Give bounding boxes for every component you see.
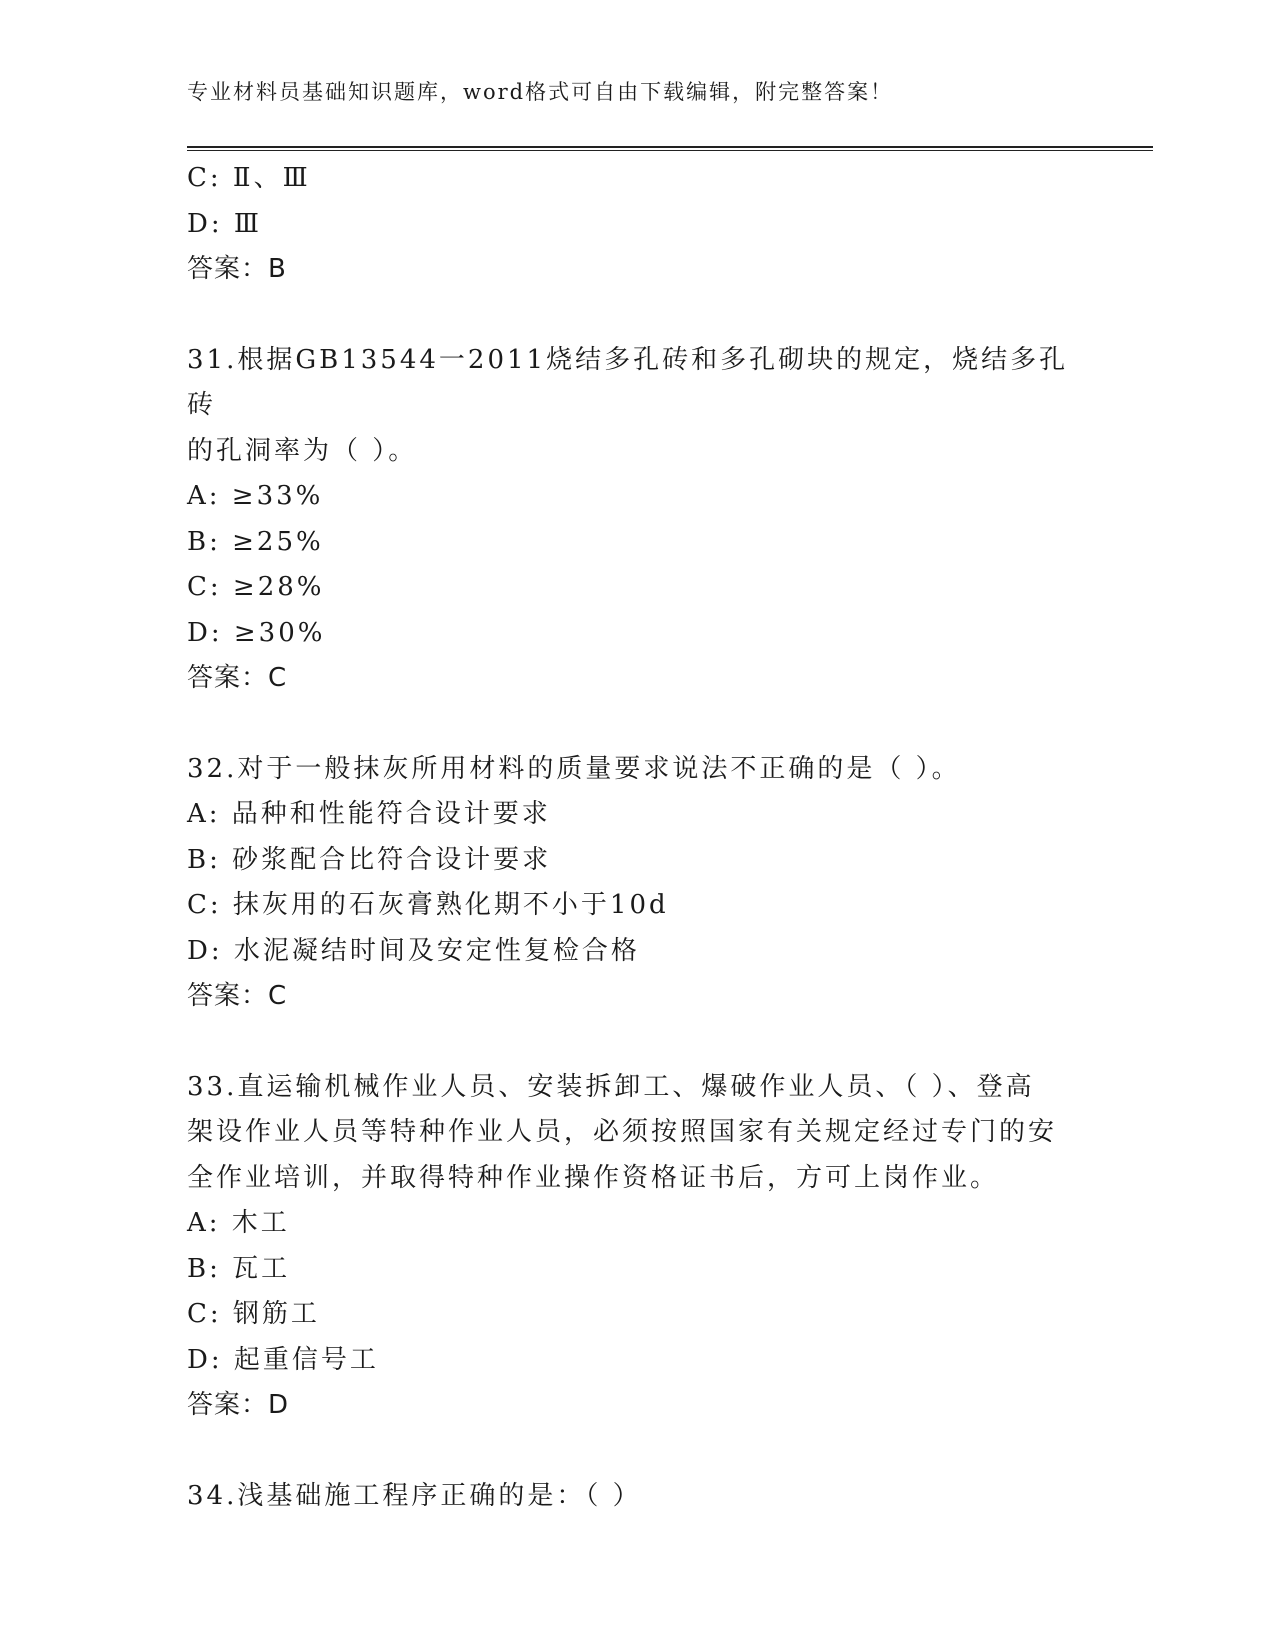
question-31 bbox=[187, 338, 1087, 702]
answer-line: 答案：C bbox=[187, 981, 288, 1011]
option-line: C: ≥28% bbox=[187, 572, 325, 602]
question-32 bbox=[187, 747, 1087, 1020]
question-stem-line: 的孔洞率为（ ）。 bbox=[187, 435, 418, 466]
question-stem-line: 32.对于一般抹灰所用材料的质量要求说法不正确的是（ ）。 bbox=[187, 753, 961, 784]
option-line: D: ≥30% bbox=[187, 617, 326, 648]
question-stem-line: 31.根据GB13544一2011烧结多孔砖和多孔砌块的规定，烧结多孔砖 bbox=[187, 344, 1069, 420]
answer-line: 答案：B bbox=[187, 254, 287, 284]
question-33 bbox=[187, 1065, 1087, 1429]
header-divider bbox=[187, 146, 1153, 151]
question-stem-line: 33.直运输机械作业人员、安装拆卸工、爆破作业人员、（ ）、登高 bbox=[187, 1071, 1035, 1102]
question-34 bbox=[187, 1474, 1087, 1520]
option-line: B: 砂浆配合比符合设计要求 bbox=[187, 844, 552, 875]
option-line: C: Ⅱ、Ⅲ bbox=[187, 163, 311, 193]
option-line: C: 抹灰用的石灰膏熟化期不小于10d bbox=[187, 890, 669, 920]
option-line: B: 瓦工 bbox=[187, 1253, 291, 1284]
question-stem-line: 34.浅基础施工程序正确的是：（ ） bbox=[187, 1480, 642, 1511]
option-line: C: 钢筋工 bbox=[187, 1299, 320, 1329]
option-line: D: 水泥凝结时间及安定性复检合格 bbox=[187, 935, 640, 966]
answer-line: 答案：C bbox=[187, 663, 288, 693]
option-line: D: 起重信号工 bbox=[187, 1344, 379, 1375]
question-stem-line: 架设作业人员等特种作业人员，必须按照国家有关规定经过专门的安 bbox=[187, 1117, 1058, 1147]
option-line: B: ≥25% bbox=[187, 526, 324, 557]
question-stem-line: 全作业培训，并取得特种作业操作资格证书后，方可上岗作业。 bbox=[187, 1162, 1000, 1193]
page-header: 专业材料员基础知识题库，word格式可自由下载编辑，附完整答案！ bbox=[187, 80, 894, 104]
option-line: A: 品种和性能符合设计要求 bbox=[187, 799, 551, 829]
option-line: A: ≥33% bbox=[187, 481, 324, 511]
option-line: A: 木工 bbox=[187, 1208, 290, 1238]
document-body bbox=[187, 156, 1087, 1519]
answer-line: 答案：D bbox=[187, 1390, 290, 1420]
option-line: D: Ⅲ bbox=[187, 208, 262, 239]
carryover-block bbox=[187, 156, 1087, 293]
